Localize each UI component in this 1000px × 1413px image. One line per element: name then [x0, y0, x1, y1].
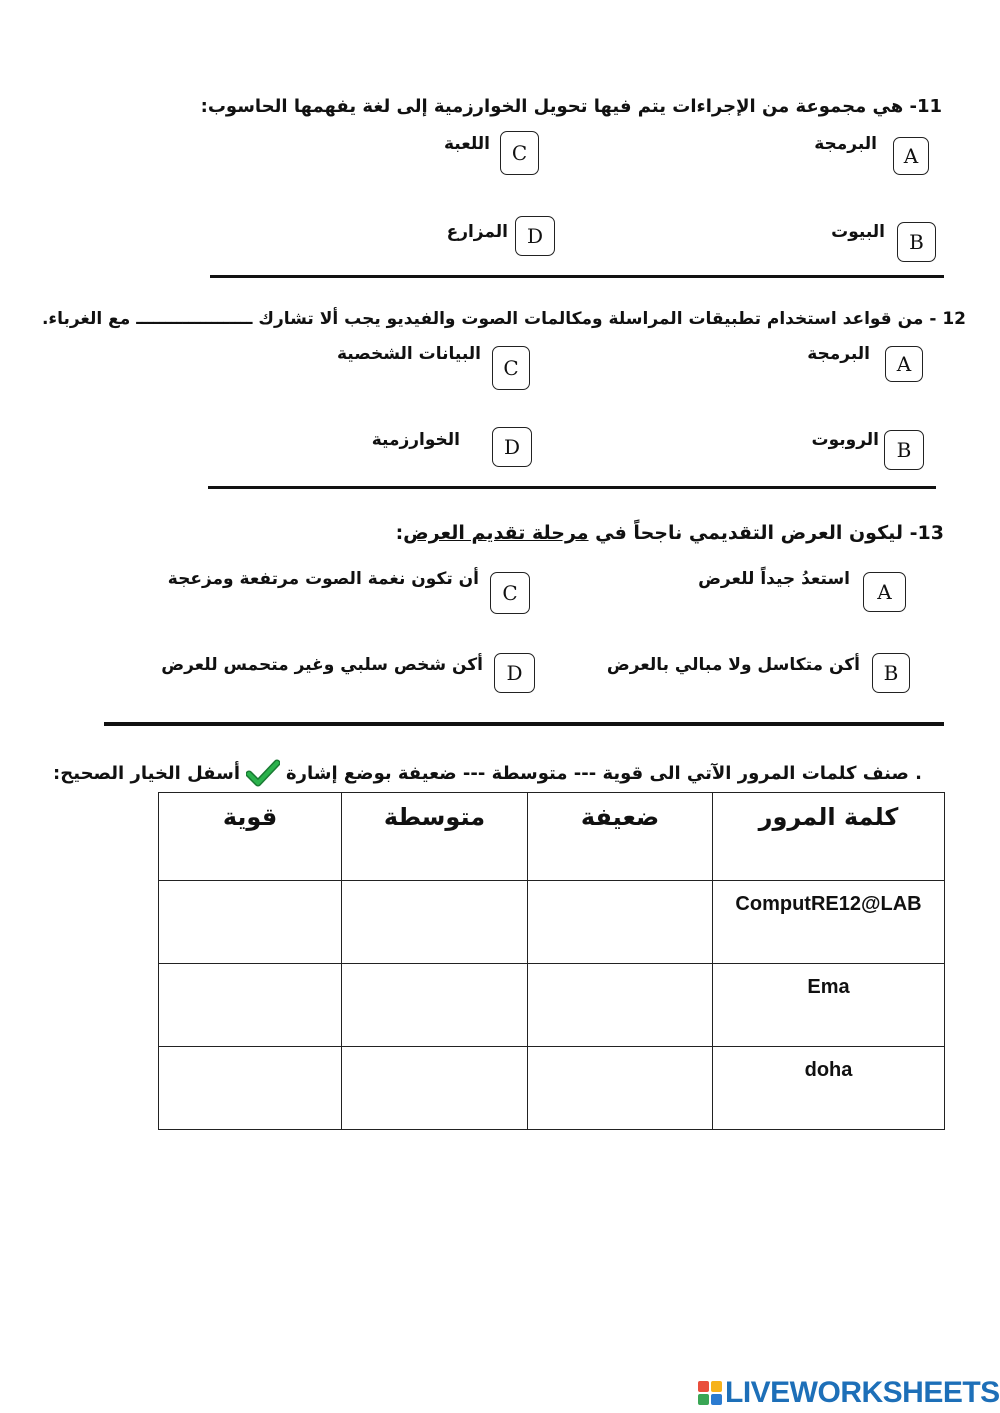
option-label-a: البرمجة: [807, 344, 870, 364]
password-cell: ComputRE12@LAB: [713, 881, 945, 964]
weak-answer-cell[interactable]: [528, 881, 713, 964]
option-box-a[interactable]: A: [885, 346, 923, 382]
question-13-start: 13- ليكون العرض التقديمي ناجحاً في: [595, 522, 944, 544]
strong-answer-cell[interactable]: [159, 881, 342, 964]
option-label-d: المزارع: [446, 222, 508, 242]
option-box-c[interactable]: C: [500, 131, 539, 175]
table-row: [159, 881, 945, 964]
option-label-b: الروبوت: [811, 430, 879, 450]
table-row: [159, 964, 945, 1047]
medium-answer-cell[interactable]: [342, 964, 528, 1047]
option-label-c: أن تكون نغمة الصوت مرتفعة ومزعجة: [167, 569, 479, 589]
strong-answer-cell[interactable]: [159, 964, 342, 1047]
classify-instruction: [53, 759, 922, 787]
question-12-start: 12 - من قواعد استخدام تطبيقات المراسلة ومكالمات الصوت والفيديو يجب ألا تشارك: [258, 309, 966, 329]
option-box-d[interactable]: D: [492, 427, 532, 467]
classify-instruction-end: أسفل الخيار الصحيح:: [53, 762, 240, 784]
question-12-text: [42, 309, 966, 329]
option-label-a: البرمجة: [814, 134, 877, 154]
option-label-d: الخوارزمية: [371, 430, 460, 450]
header-strong: قوية: [159, 793, 342, 881]
option-box-a[interactable]: A: [863, 572, 906, 612]
weak-answer-cell[interactable]: [528, 964, 713, 1047]
option-box-a[interactable]: A: [893, 137, 929, 175]
question-11-text: 11- هي مجموعة من الإجراءات يتم فيها تحويل الخوارزمية إلى لغة يفهمها الحاسوب:: [200, 96, 942, 117]
liveworksheets-logo: [698, 1378, 1000, 1408]
question-12-blank[interactable]: ــــــــــــــــــــ: [136, 309, 253, 329]
password-cell: Ema: [713, 964, 945, 1047]
question-12-end: مع الغرباء.: [41, 309, 131, 329]
medium-answer-cell[interactable]: [342, 881, 528, 964]
header-medium: متوسطة: [342, 793, 528, 881]
option-label-c: اللعبة: [444, 134, 490, 154]
classify-instruction-start: . صنف كلمات المرور الآتي الى قوية --- متوسطة --- ضعيفة بوضع إشارة: [286, 762, 922, 784]
divider: [208, 486, 936, 489]
question-13-end: :: [395, 522, 404, 544]
header-password: كلمة المرور: [713, 793, 945, 881]
option-label-c: البيانات الشخصية: [336, 344, 481, 364]
question-13-underlined: مرحلة تقديم العرض: [403, 522, 589, 544]
option-label-b: أكن متكاسل ولا مبالي بالعرض: [606, 655, 860, 675]
option-box-b[interactable]: B: [884, 430, 924, 470]
logo-blocks-icon: [698, 1381, 722, 1405]
divider: [104, 722, 944, 726]
option-box-b[interactable]: B: [872, 653, 910, 693]
header-weak: ضعيفة: [528, 793, 713, 881]
option-box-c[interactable]: C: [490, 572, 530, 614]
option-label-b: البيوت: [831, 222, 885, 242]
option-label-a: استعدُ جيداً للعرض: [698, 569, 850, 589]
strong-answer-cell[interactable]: [159, 1047, 342, 1130]
table-row: [159, 1047, 945, 1130]
question-13-text: [396, 522, 944, 544]
checkmark-icon: [246, 759, 280, 787]
password-table: [158, 792, 945, 1130]
logo-text: LIVEWORKSHEETS: [725, 1376, 1000, 1409]
option-box-d[interactable]: D: [515, 216, 555, 256]
password-cell: doha: [713, 1047, 945, 1130]
medium-answer-cell[interactable]: [342, 1047, 528, 1130]
table-header-row: [159, 793, 945, 881]
option-box-c[interactable]: C: [492, 346, 530, 390]
option-label-d: أكن شخص سلبي وغير متحمس للعرض: [161, 655, 483, 675]
option-box-b[interactable]: B: [897, 222, 936, 262]
weak-answer-cell[interactable]: [528, 1047, 713, 1130]
option-box-d[interactable]: D: [494, 653, 535, 693]
divider: [210, 275, 944, 278]
